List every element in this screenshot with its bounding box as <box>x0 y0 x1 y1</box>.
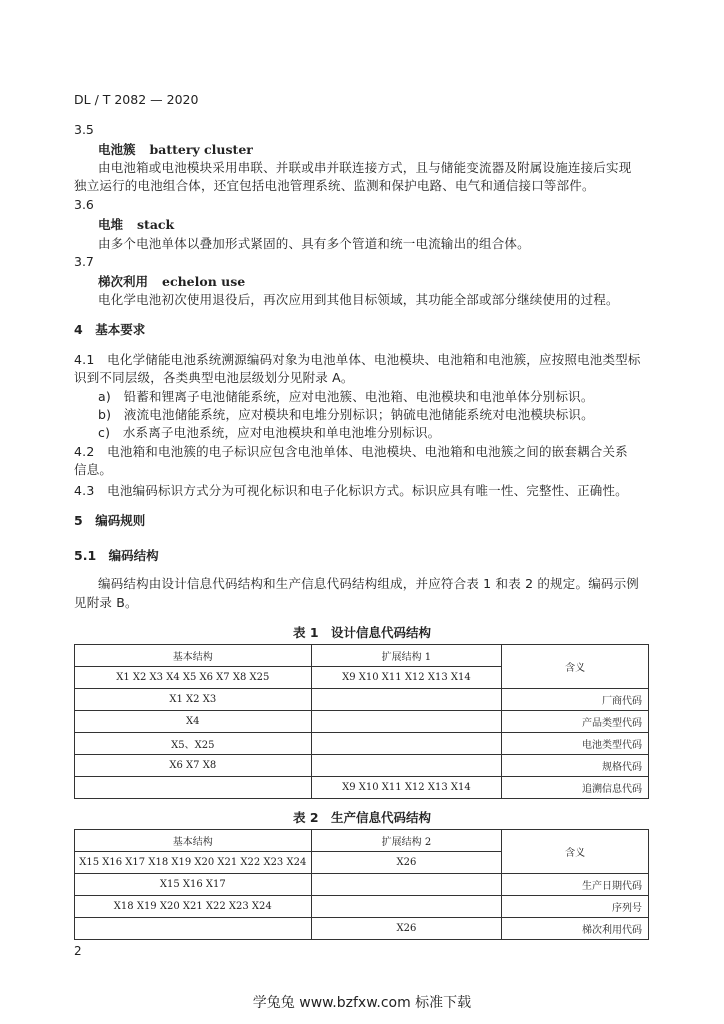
table-header-row <box>75 830 649 852</box>
table-header-row <box>75 645 649 667</box>
header-basic: 基本结构 <box>75 830 312 852</box>
term-definition-line: 由多个电池单体以叠加形式紧固的、具有多个管道和统一电流输出的组合体。 <box>98 236 530 251</box>
cell-basic: X1 X2 X3 <box>75 689 312 711</box>
table-row <box>75 711 649 733</box>
cell-meaning: 产品类型代码 <box>502 711 649 733</box>
term-title <box>98 272 245 290</box>
table-row <box>75 777 649 799</box>
term-definition-line: 独立运行的电池组合体，还宜包括电池管理系统、监测和保护电路、电气和通信接口等部件。 <box>74 178 595 193</box>
paragraph-line: 编码结构由设计信息代码结构和生产信息代码结构组成，并应符合表 1 和表 2 的规定。编码示例 <box>98 576 640 591</box>
cell-ext: X9 X10 X11 X12 X13 X14 <box>311 777 502 799</box>
cell-ext <box>311 733 502 755</box>
header-ext: 扩展结构 2 <box>311 830 502 852</box>
table-row <box>75 918 649 940</box>
header-meaning: 含义 <box>502 830 649 874</box>
term-definition-line: 由电池箱或电池模块采用串联、并联或串并联连接方式，且与储能变流器及附属设施连接后实现 <box>98 160 632 175</box>
paragraph-line: 识到不同层级，各类典型电池层级划分见附录 A。 <box>74 370 354 385</box>
table-row <box>75 896 649 918</box>
table-row <box>75 755 649 777</box>
table-caption: 表 2 生产信息代码结构 <box>292 810 432 825</box>
list-item: c) 水系离子电池系统，应对电池模块和单电池堆分别标识。 <box>98 425 441 440</box>
header-meaning: 含义 <box>502 645 649 689</box>
cell-ext: X26 <box>311 852 502 874</box>
cell-ext <box>311 689 502 711</box>
term-definition-line: 电化学电池初次使用退役后，再次应用到其他目标领域，其功能全部或部分继续使用的过程。 <box>98 292 619 307</box>
paragraph-line: 信息。 <box>74 462 113 477</box>
cell-basic: X15 X16 X17 <box>75 874 312 896</box>
page-number: 2 <box>74 944 82 958</box>
cell-meaning: 电池类型代码 <box>502 733 649 755</box>
design-info-code-table <box>74 644 649 799</box>
cell-ext <box>311 874 502 896</box>
cell-meaning: 厂商代码 <box>502 689 649 711</box>
paragraph-line: 4.1 电化学储能电池系统溯源编码对象为电池单体、电池模块、电池箱和电池簇，应按照电池类型标 <box>74 352 641 367</box>
term-title <box>98 140 253 158</box>
cell-meaning: 追溯信息代码 <box>502 777 649 799</box>
header-basic: 基本结构 <box>75 645 312 667</box>
header-ext: 扩展结构 1 <box>311 645 502 667</box>
paragraph-line: 4.3 电池编码标识方式分为可视化标识和电子化标识方式。标识应具有唯一性、完整性、正确性。 <box>74 483 628 498</box>
cell-meaning: 序列号 <box>502 896 649 918</box>
cell-meaning: 生产日期代码 <box>502 874 649 896</box>
cell-meaning: 梯次利用代码 <box>502 918 649 940</box>
term-title <box>98 215 174 233</box>
footer-watermark-text: 学兔兔 www.bzfxw.com 标准下载 <box>252 995 472 1011</box>
term-en: stack <box>137 217 175 232</box>
term-zh: 电堆 <box>98 217 124 232</box>
term-number: 3.5 <box>74 122 94 137</box>
term-number: 3.7 <box>74 254 94 269</box>
table-row <box>75 689 649 711</box>
cell-ext <box>311 896 502 918</box>
cell-basic <box>75 777 312 799</box>
cell-basic: X4 <box>75 711 312 733</box>
cell-basic: X15 X16 X17 X18 X19 X20 X21 X22 X23 X24 <box>75 852 312 874</box>
term-en: echelon use <box>162 274 246 289</box>
cell-ext: X9 X10 X11 X12 X13 X14 <box>311 667 502 689</box>
section-heading: 5 编码规则 <box>74 513 146 528</box>
cell-ext: X26 <box>311 918 502 940</box>
term-en: battery cluster <box>149 142 253 157</box>
term-number: 3.6 <box>74 197 94 212</box>
production-info-code-table <box>74 829 649 940</box>
cell-basic: X1 X2 X3 X4 X5 X6 X7 X8 X25 <box>75 667 312 689</box>
subsection-heading: 5.1 编码结构 <box>74 548 159 563</box>
list-item: b) 液流电池储能系统，应对模块和电堆分别标识；钠硫电池储能系统对电池模块标识。 <box>98 407 594 422</box>
table-row <box>75 874 649 896</box>
cell-basic: X18 X19 X20 X21 X22 X23 X24 <box>75 896 312 918</box>
document-id-header: DL / T 2082 — 2020 <box>74 92 199 107</box>
term-zh: 电池簇 <box>98 142 136 157</box>
list-item: a) 铅蓄和锂离子电池储能系统，应对电池簇、电池箱、电池模块和电池单体分别标识。 <box>98 389 594 404</box>
paragraph-line: 见附录 B。 <box>74 595 138 610</box>
section-heading: 4 基本要求 <box>74 322 146 337</box>
cell-basic <box>75 918 312 940</box>
table-row <box>75 733 649 755</box>
paragraph-line: 4.2 电池箱和电池簇的电子标识应包含电池单体、电池模块、电池箱和电池簇之间的嵌套耦合关系 <box>74 444 628 459</box>
cell-meaning: 规格代码 <box>502 755 649 777</box>
cell-ext <box>311 711 502 733</box>
cell-basic: X6 X7 X8 <box>75 755 312 777</box>
term-zh: 梯次利用 <box>98 274 149 289</box>
cell-basic: X5、X25 <box>75 733 312 755</box>
cell-ext <box>311 755 502 777</box>
table-caption: 表 1 设计信息代码结构 <box>292 625 432 640</box>
